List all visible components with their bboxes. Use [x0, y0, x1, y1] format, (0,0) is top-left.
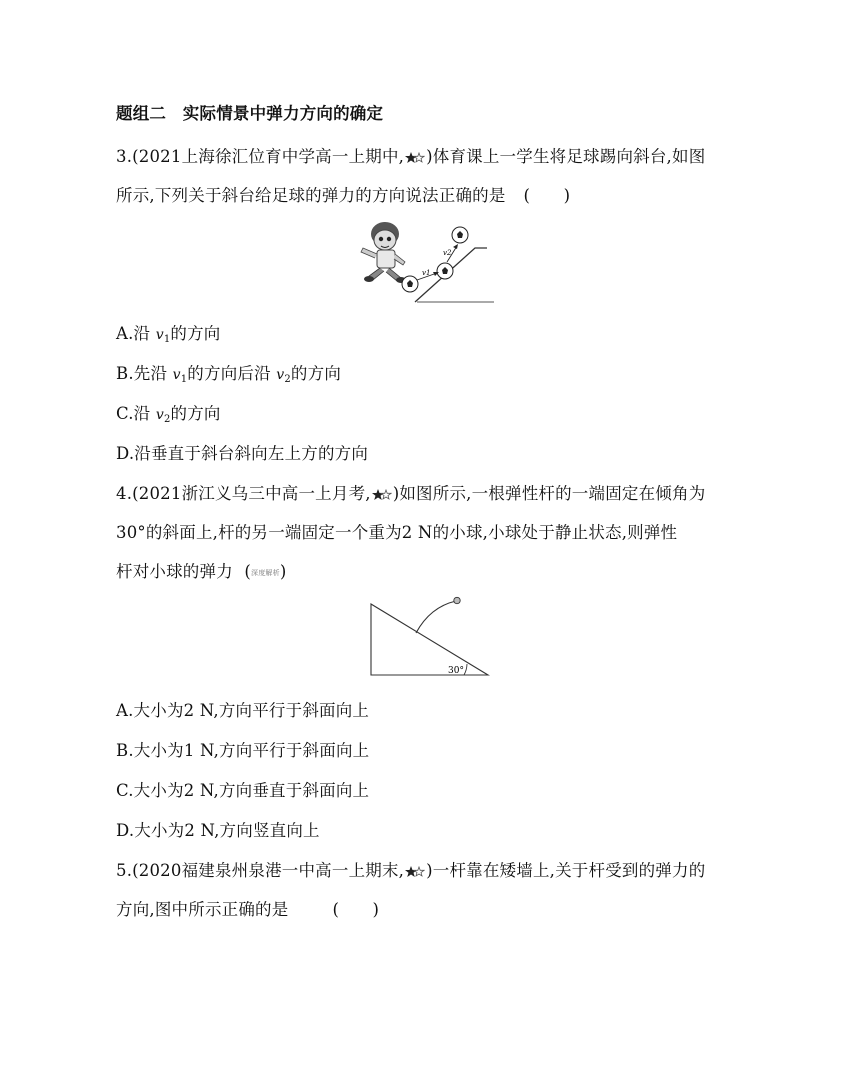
q3-line-2 [116, 182, 570, 206]
difficulty-star-icon [405, 152, 425, 164]
q5-source: 5.(2020福建泉州泉港一中高一上期末, [116, 861, 405, 880]
q3-option-a [116, 320, 221, 345]
q4-option-c: C.大小为2 N,方向垂直于斜面向上 [116, 781, 370, 800]
ball-top [452, 227, 468, 243]
q3-option-c-sub: 2 [163, 414, 171, 425]
q4-paren-close: ) [279, 562, 287, 581]
elastic-rod [416, 601, 456, 633]
q3-option-b-middle: 的方向后沿 [187, 364, 271, 383]
section-title: 题组二 实际情景中弹力方向的确定 [116, 104, 384, 123]
q4-paren-open: ( [244, 562, 251, 581]
q4-stem-3: 杆对小球的弹力 [116, 562, 233, 581]
q3-answer-paren: ( ) [523, 186, 571, 205]
small-ball [454, 597, 460, 603]
angle-label: 30° [448, 666, 464, 676]
q3-line-1 [116, 143, 705, 167]
q4-option-a: A.大小为2 N,方向平行于斜面向上 [116, 701, 370, 720]
q3-option-d: D.沿垂直于斜台斜向左上方的方向 [116, 444, 369, 463]
q3-option-a-sub: 1 [163, 334, 171, 345]
q4-option-d: D.大小为2 N,方向竖直向上 [116, 821, 320, 840]
q3-option-c-suffix: 的方向 [170, 404, 221, 423]
q3-stem-1: )体育课上一学生将足球踢向斜台,如图 [426, 147, 706, 166]
q3-stem-2: 所示,下列关于斜台给足球的弹力的方向说法正确的是 [116, 186, 506, 205]
q5-line-1 [116, 857, 705, 881]
q5-line-2 [116, 896, 379, 920]
ball-start [402, 276, 418, 292]
student-figure [361, 222, 406, 283]
q5-stem-1: )一杆靠在矮墙上,关于杆受到的弹力的 [426, 861, 706, 880]
angle-arc [464, 664, 467, 675]
q3-option-b-prefix: B.先沿 [116, 364, 168, 383]
q4-stem-1: )如图所示,一根弹性杆的一端固定在倾角为 [392, 484, 706, 503]
q3-source: 3.(2021上海徐汇位育中学高一上期中, [116, 147, 405, 166]
q3-figure [355, 218, 500, 306]
difficulty-star-icon [372, 489, 392, 501]
q3-option-c [116, 400, 221, 425]
q3-option-b [116, 360, 341, 385]
q3-option-a-suffix: 的方向 [170, 324, 221, 343]
v2-label: v2 [443, 249, 452, 257]
q4-option-b: B.大小为1 N,方向平行于斜面向上 [116, 741, 370, 760]
q4-line-3 [116, 558, 286, 582]
difficulty-star-icon [405, 866, 425, 878]
v1-label: v1 [422, 269, 431, 277]
q3-option-b-sub2: 2 [284, 374, 291, 385]
q4-line-1 [116, 480, 705, 504]
q3-option-c-var: v [155, 407, 164, 423]
q5-answer-paren: ( ) [332, 900, 380, 919]
q4-line-2: 30°的斜面上,杆的另一端固定一个重为2 N的小球,小球处于静止状态,则弹性 [116, 523, 678, 542]
q3-option-a-prefix: A.沿 [116, 324, 151, 343]
q3-option-b-var1: v [172, 367, 181, 383]
q4-source: 4.(2021浙江义乌三中高一上月考, [116, 484, 371, 503]
q3-option-b-sub1: 1 [180, 374, 188, 385]
q3-option-c-prefix: C.沿 [116, 404, 151, 423]
deep-analysis-tag: 深度解析 [251, 569, 280, 577]
q3-option-a-var: v [155, 327, 164, 343]
ball-on-ramp [437, 263, 453, 279]
q3-option-b-var2: v [276, 367, 285, 383]
q4-figure [368, 595, 492, 679]
q3-option-b-suffix: 的方向 [290, 364, 342, 383]
q5-stem-2: 方向,图中所示正确的是 [116, 900, 289, 919]
